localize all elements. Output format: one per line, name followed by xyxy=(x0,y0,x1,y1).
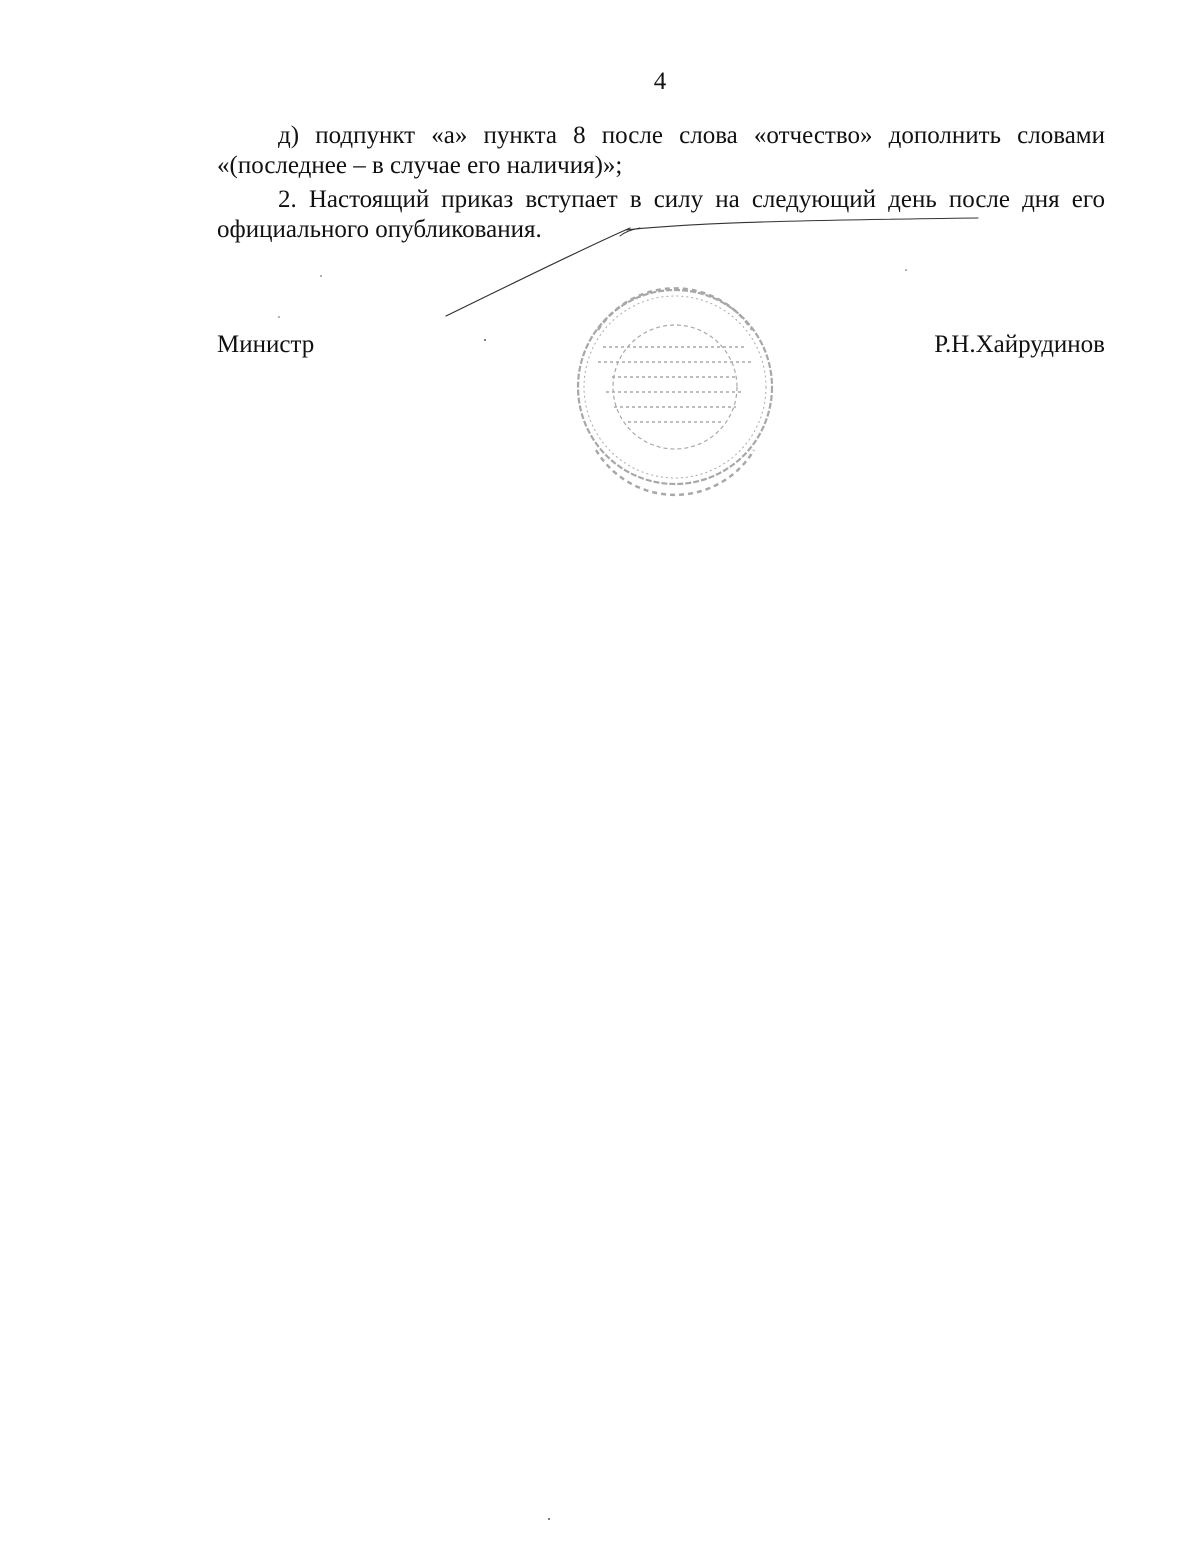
scan-specks xyxy=(278,269,907,1520)
signer-position: Министр xyxy=(217,331,315,358)
paragraph-amendment-d: д) подпункт «а» пункта 8 после слова «отчество» дополнить словами «(последнее – в случае его наличия)»; xyxy=(217,122,1105,179)
body-text xyxy=(217,121,1105,249)
official-stamp xyxy=(578,288,772,495)
page-number: 4 xyxy=(653,68,667,95)
signer-name: Р.Н.Хайрудинов xyxy=(934,331,1105,358)
paragraph-effective-date: 2. Настоящий приказ вступает в силу на следующий день после дня его официального опубликования. xyxy=(217,186,1105,243)
